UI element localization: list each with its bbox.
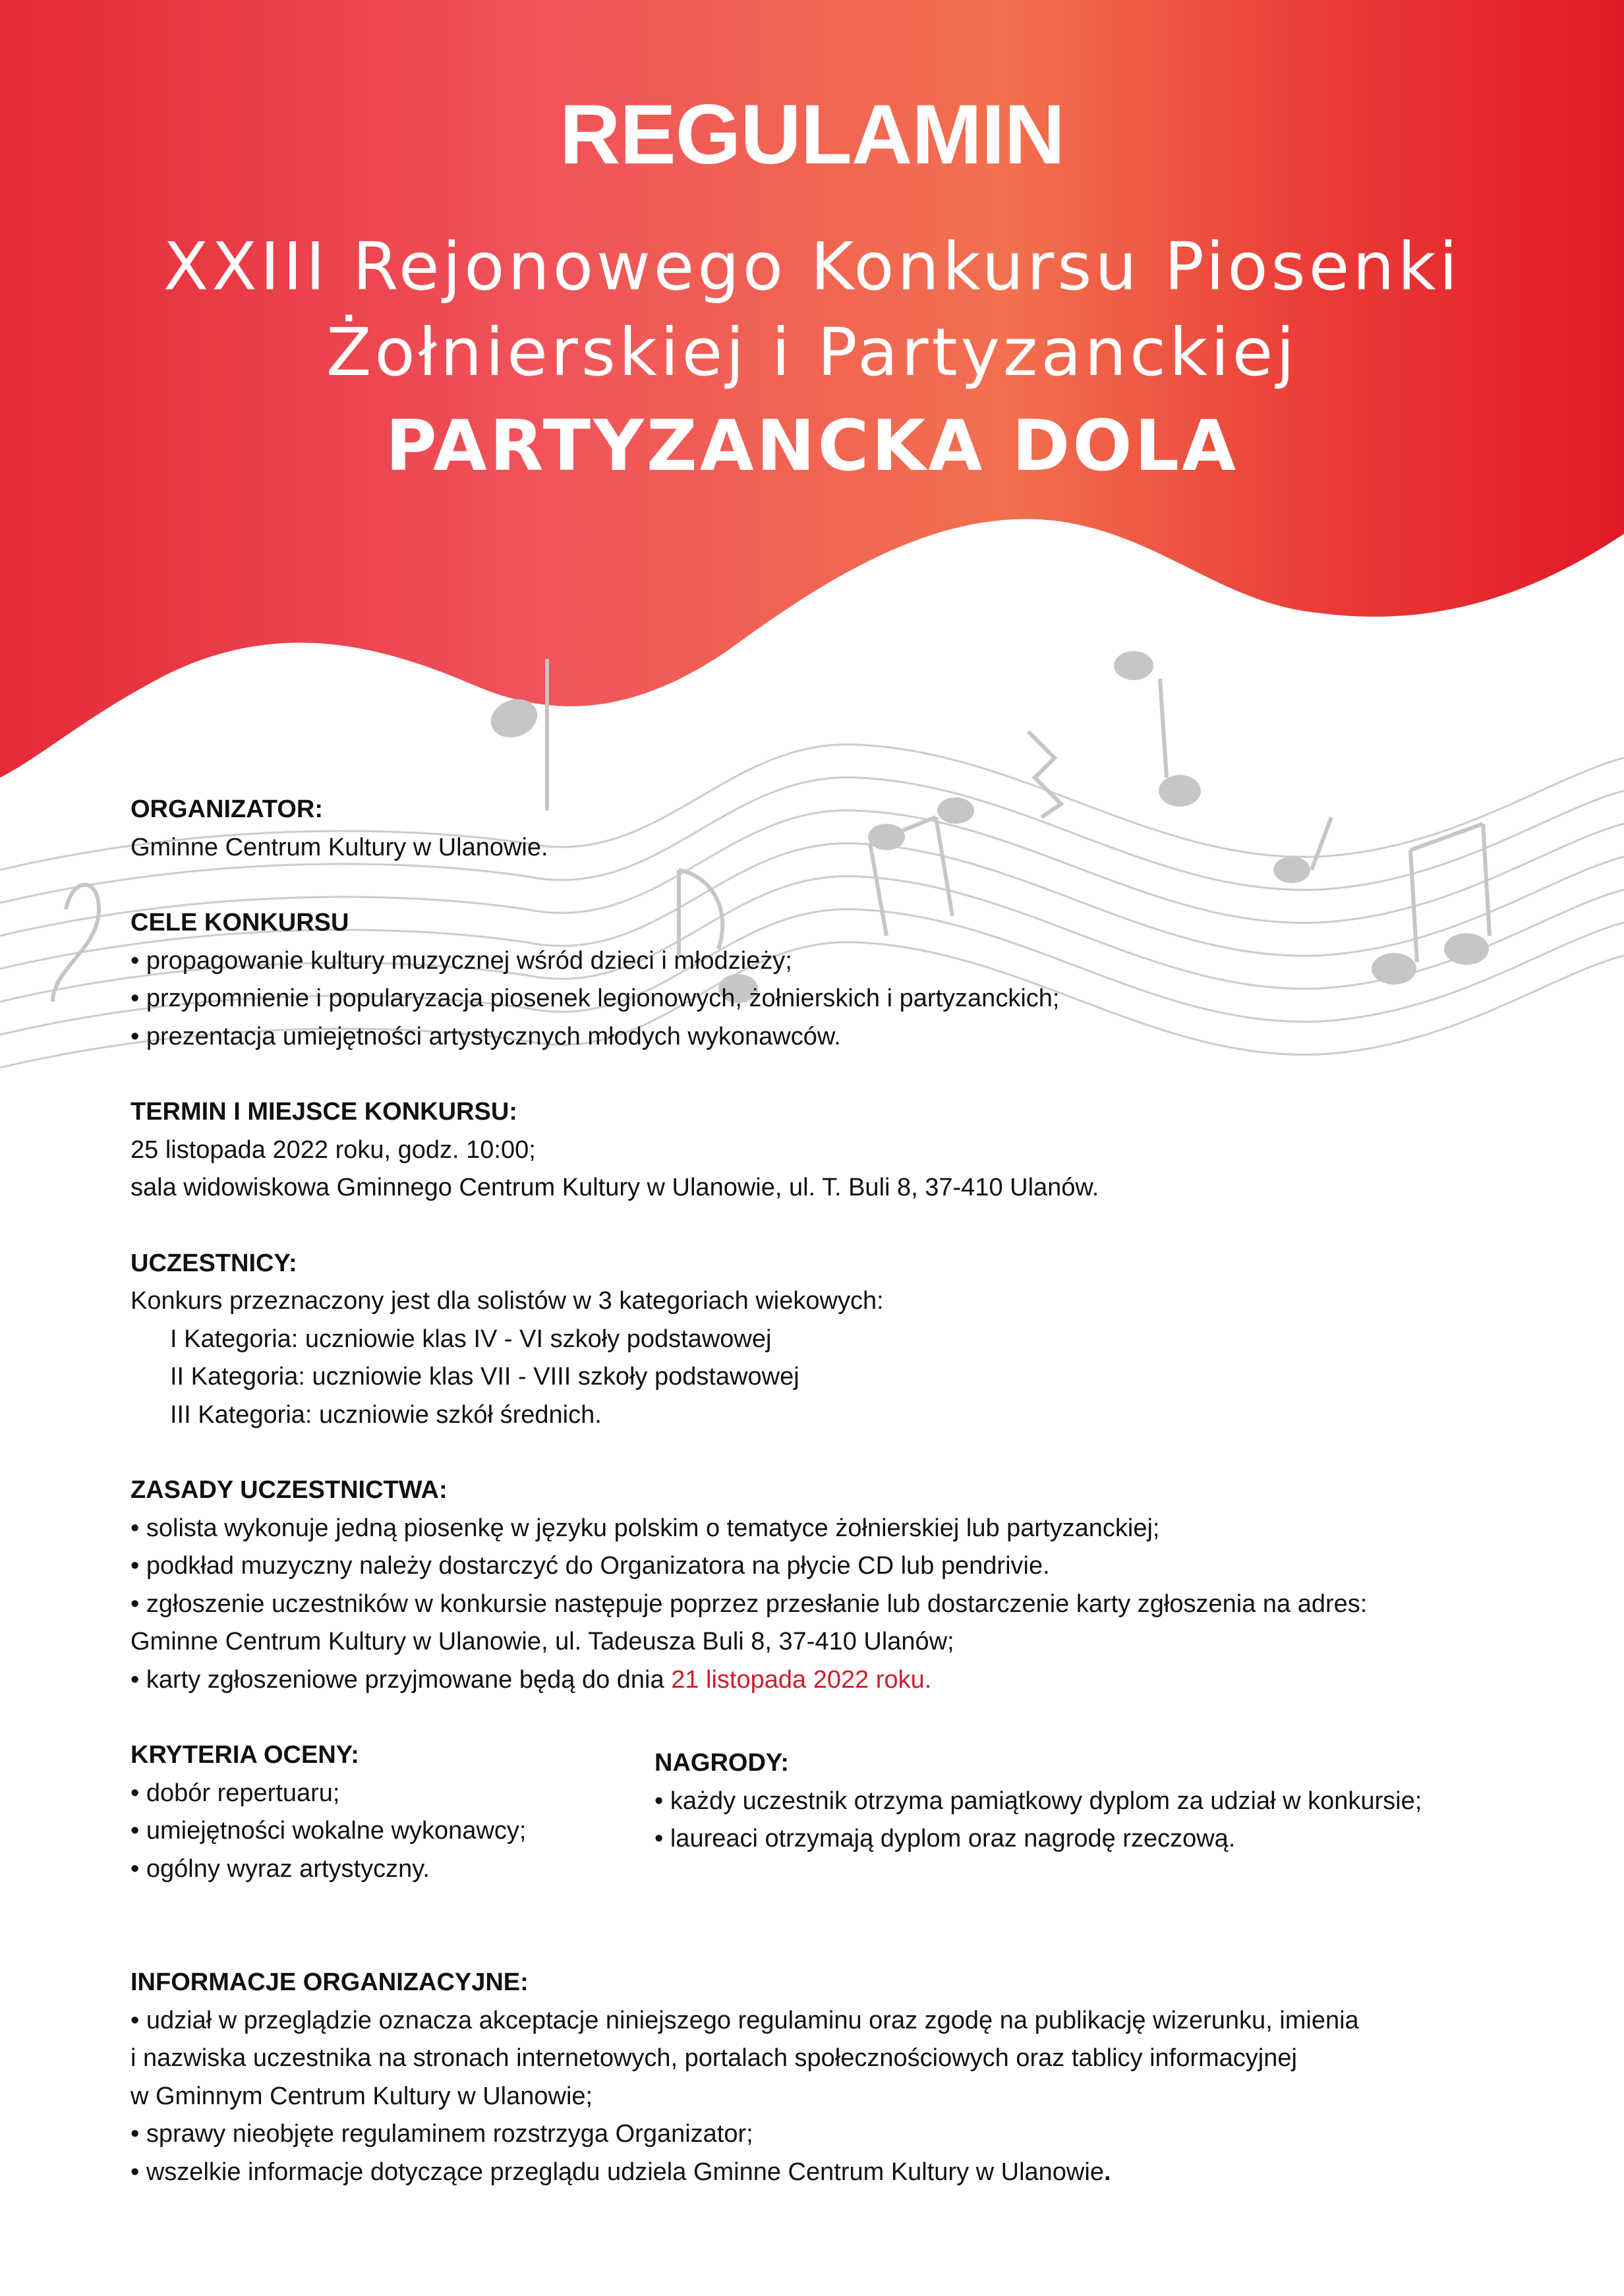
list-item: • przypomnienie i popularyzacja piosenek legionowych, żołnierskich i partyzanckich; <box>130 985 1060 1012</box>
section-heading: UCZESTNICY: <box>130 1249 297 1277</box>
section-nagrody <box>654 1744 1524 1858</box>
list-item: • propagowanie kultury muzycznej wśród dzieci i młodzieży; <box>130 946 792 975</box>
section-heading: TERMIN I MIEJSCE KONKURSU: <box>130 1098 517 1126</box>
list-item: • prezentacja umiejętności artystycznych młodych wykonawców. <box>130 1022 841 1050</box>
list-item: Gminne Centrum Kultury w Ulanowie, ul. Tadeusza Buli 8, 37-410 Ulanów; <box>130 1628 954 1655</box>
paragraph: Gminne Centrum Kultury w Ulanowie. <box>130 833 548 861</box>
list-item: • dobór repertuaru; <box>130 1779 340 1807</box>
paragraph-line: Konkurs przeznaczony jest dla solistów w 3 kategoriach wiekowych: <box>130 1287 884 1315</box>
list-item: • ogólny wyraz artystyczny. <box>130 1854 430 1883</box>
category-item: III Kategoria: uczniowie szkół średnich. <box>170 1400 602 1429</box>
list-item: • laureaci otrzymają dyplom oraz nagrodę rzeczową. <box>654 1825 1236 1852</box>
final-line-text: • wszelkie informacje dotyczące przeglądu udziela Gminne Centrum Kultury w Ulanowie <box>130 2158 1104 2186</box>
section-cele <box>130 904 1521 1056</box>
final-period: . <box>1103 2158 1111 2186</box>
section-heading: ORGANIZATOR: <box>130 795 324 823</box>
paragraph-line: i nazwiska uczestnika na stronach internetowych, portalach społecznościowych oraz tablicy informacyjnej <box>130 2044 1297 2072</box>
section-heading: CELE KONKURSU <box>130 909 349 936</box>
section-informacje <box>130 1964 1521 2191</box>
section-heading: NAGRODY: <box>654 1749 790 1777</box>
section-heading: INFORMACJE ORGANIZACYJNE: <box>130 1968 529 1996</box>
paragraph-line: 25 listopada 2022 roku, godz. 10:00; <box>130 1135 536 1164</box>
section-organizator <box>130 791 1521 867</box>
deadline-date: 21 listopada 2022 roku. <box>671 1665 932 1694</box>
event-name: PARTYZANCKA DOLA <box>385 405 1239 486</box>
category-item: II Kategoria: uczniowie klas VII - VIII szkoły podstawowej <box>170 1363 799 1391</box>
document-title: REGULAMIN <box>559 88 1065 182</box>
list-item <box>130 2154 1521 2192</box>
list-item: • solista wykonuje jedną piosenkę w języku polskim o tematyce żołnierskiej lub partyzanckiej; <box>130 1514 1160 1542</box>
section-kryteria <box>130 1736 645 1888</box>
paragraph-line: sala widowiskowa Gminnego Centrum Kultury w Ulanowie, ul. T. Buli 8, 37-410 Ulanów. <box>130 1174 1099 1201</box>
list-item: • każdy uczestnik otrzyma pamiątkowy dyplom za udział w konkursie; <box>654 1787 1422 1815</box>
document-body <box>130 791 1521 2229</box>
list-item: • podkład muzyczny należy dostarczyć do Organizatora na płycie CD lub pendrivie. <box>130 1552 1050 1580</box>
category-item: I Kategoria: uczniowie klas IV - VI szkoły podstawowej <box>170 1325 772 1353</box>
criteria-and-prizes <box>130 1736 1521 1926</box>
list-item: • zgłoszenie uczestników w konkursie następuje poprzez przesłanie lub dostarczenie karty zgłoszenia na adres: <box>130 1590 1368 1618</box>
section-uczestnicy <box>130 1245 1521 1435</box>
list-item: • umiejętności wokalne wykonawcy; <box>130 1817 527 1845</box>
section-termin <box>130 1093 1521 1207</box>
paragraph-line: w Gminnym Centrum Kultury w Ulanowie; <box>130 2082 593 2110</box>
list-item <box>130 1661 1521 1700</box>
deadline-text: • karty zgłoszeniowe przyjmowane będą do dnia <box>130 1665 672 1694</box>
section-heading: ZASADY UCZESTNICTWA: <box>130 1476 448 1504</box>
paragraph-line: • udział w przeglądzie oznacza akceptacje niniejszego regulaminu oraz zgodę na publikację wizerunku, imienia <box>130 2006 1359 2034</box>
subtitle-line-2: Żołnierskiej i Partyzanckiej <box>326 314 1298 391</box>
section-heading: KRYTERIA OCENY: <box>130 1741 359 1769</box>
section-zasady <box>130 1472 1521 1699</box>
list-item: • sprawy nieobjęte regulaminem rozstrzyga Organizator; <box>130 2120 753 2148</box>
subtitle-line-1: XXIII Rejonowego Konkursu Piosenki <box>163 228 1461 305</box>
